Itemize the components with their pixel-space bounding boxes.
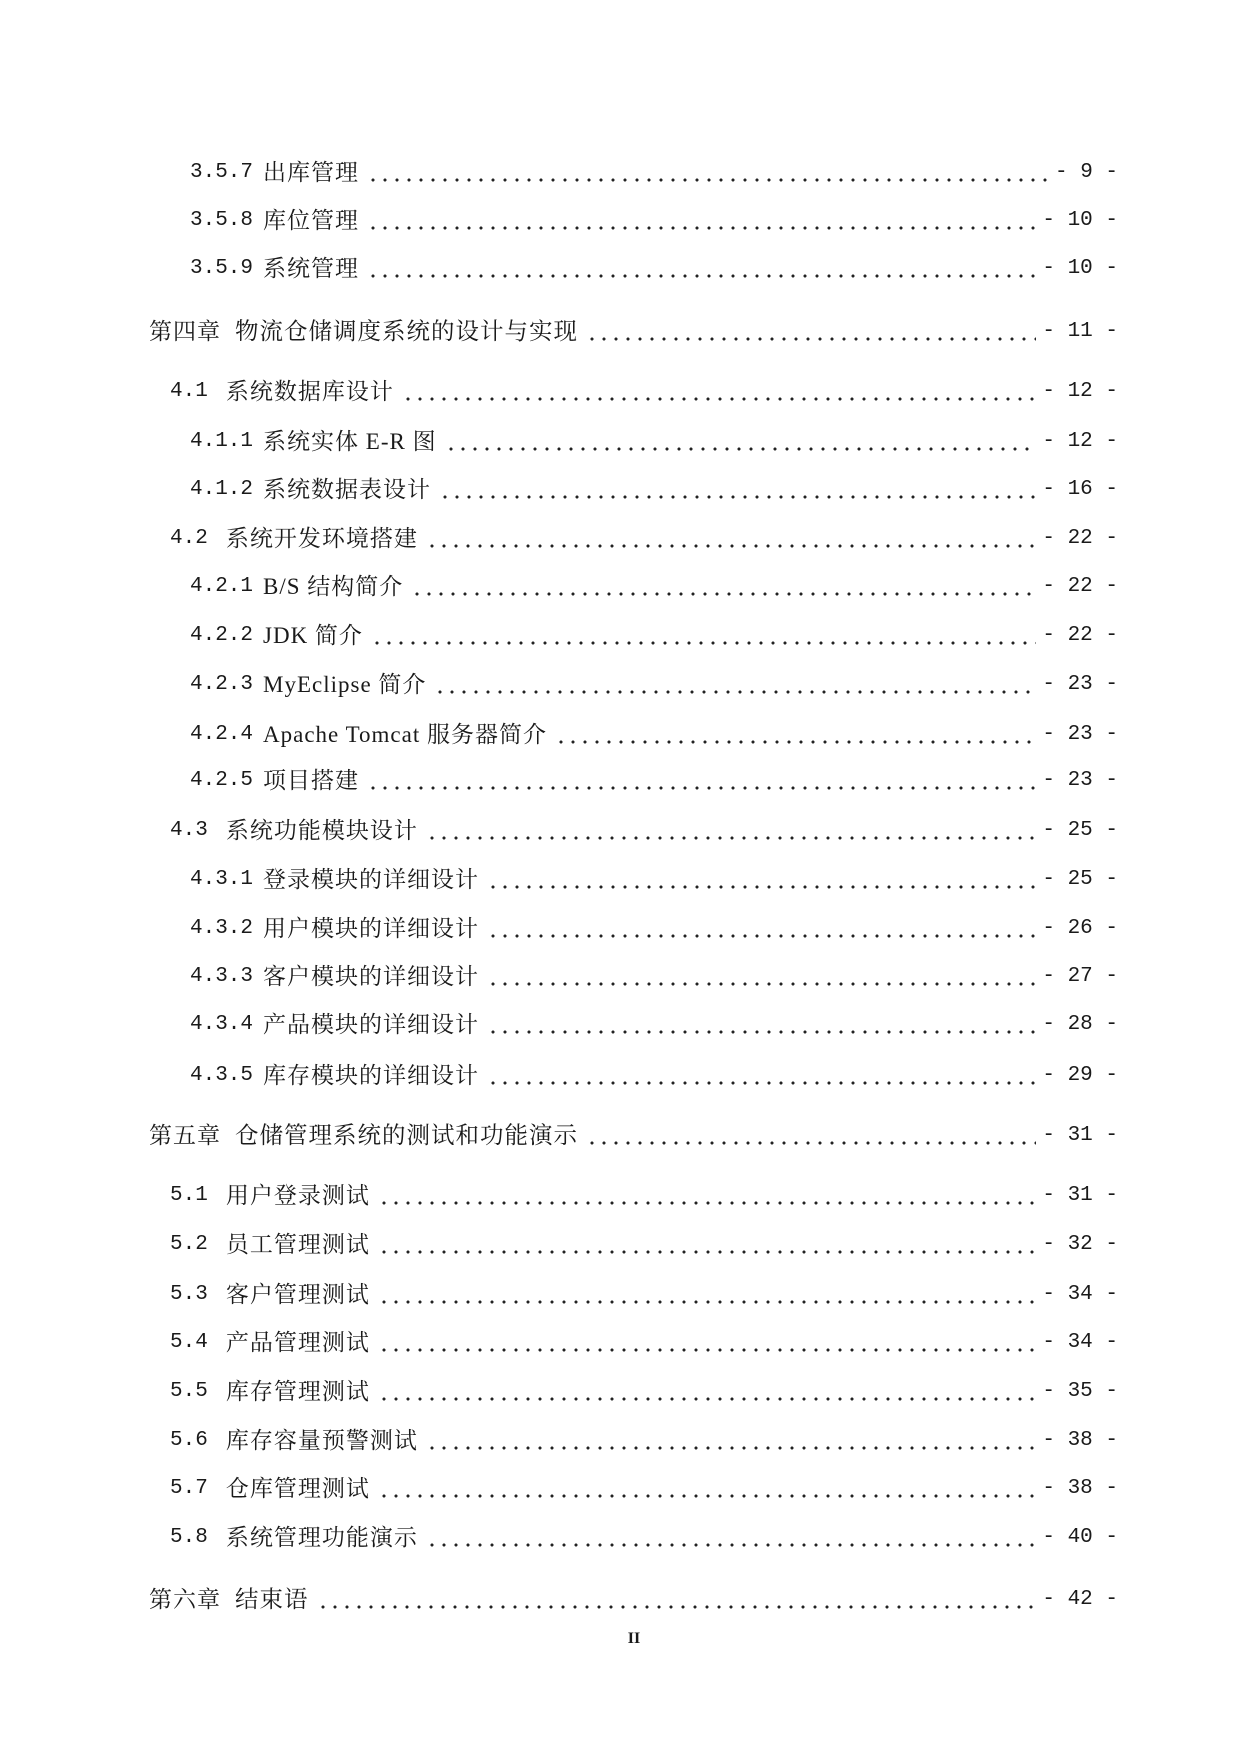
toc-entry	[170, 816, 1118, 846]
section-number: 5.1	[170, 1184, 208, 1207]
page-reference: - 40 -	[1042, 1526, 1118, 1549]
page-reference: - 23 -	[1042, 769, 1118, 792]
dot-leader	[378, 1474, 1037, 1504]
toc-entry	[170, 1181, 1118, 1211]
section-number: 5.7	[170, 1477, 208, 1500]
section-number: 4.2.3	[190, 673, 254, 696]
section-number: 4.3	[170, 819, 208, 842]
section-number: 4.3.4	[190, 1013, 254, 1036]
section-title: 系统数据表设计	[263, 477, 432, 502]
toc-entry	[190, 962, 1118, 992]
toc-entry	[170, 524, 1118, 554]
section-title: 产品管理测试	[225, 1330, 370, 1355]
dot-leader	[426, 1523, 1037, 1553]
section-number: 4.3.1	[190, 868, 254, 891]
page-reference: - 22 -	[1042, 624, 1118, 647]
section-number: 4.1.2	[190, 478, 254, 501]
section-number: 4.2.2	[190, 624, 254, 647]
page-reference: - 27 -	[1042, 965, 1118, 988]
chapter-number: 第六章	[149, 1587, 221, 1612]
section-title: 员工管理测试	[225, 1232, 370, 1257]
section-title: B/S 结构简介	[263, 574, 404, 599]
section-number: 5.8	[170, 1526, 208, 1549]
page-reference: - 32 -	[1042, 1233, 1118, 1256]
toc-entry	[190, 572, 1118, 602]
section-title: 库存管理测试	[225, 1379, 370, 1404]
page-reference: - 38 -	[1042, 1429, 1118, 1452]
dot-leader	[378, 1181, 1037, 1211]
toc-entry	[190, 766, 1118, 796]
dot-leader	[586, 1121, 1036, 1151]
toc-entry	[190, 621, 1118, 651]
toc-entry	[170, 1328, 1118, 1358]
toc-entry	[190, 1010, 1118, 1040]
page-reference: - 23 -	[1042, 673, 1118, 696]
dot-leader	[411, 572, 1036, 602]
section-title: 产品模块的详细设计	[263, 1012, 480, 1037]
dot-leader	[367, 254, 1036, 284]
toc-entry	[190, 865, 1118, 895]
section-title: 系统数据库设计	[225, 379, 394, 404]
toc-entry	[170, 1280, 1118, 1310]
section-number: 5.4	[170, 1331, 208, 1354]
dot-leader	[439, 475, 1036, 505]
dot-leader	[487, 865, 1036, 895]
section-title: 系统功能模块设计	[225, 818, 418, 843]
toc-entry	[190, 914, 1118, 944]
section-title: 登录模块的详细设计	[263, 867, 480, 892]
toc-entry	[170, 1426, 1118, 1456]
toc-chapter-entry	[149, 317, 1118, 347]
toc-entry	[190, 475, 1118, 505]
section-title: JDK 简介	[263, 623, 363, 648]
page-reference: - 25 -	[1042, 868, 1118, 891]
dot-leader	[367, 766, 1036, 796]
dot-leader	[487, 1061, 1036, 1091]
section-title: 用户登录测试	[225, 1183, 370, 1208]
section-number: 3.5.9	[190, 257, 254, 280]
dot-leader	[367, 206, 1036, 236]
dot-leader	[487, 962, 1036, 992]
toc-entry	[170, 1377, 1118, 1407]
toc-entry	[190, 427, 1118, 457]
page-reference: - 12 -	[1042, 430, 1118, 453]
page-reference: - 31 -	[1042, 1184, 1118, 1207]
section-title: 客户管理测试	[225, 1282, 370, 1307]
section-number: 4.3.3	[190, 965, 254, 988]
page-reference: - 28 -	[1042, 1013, 1118, 1036]
section-number: 4.2.5	[190, 769, 254, 792]
toc-entry	[190, 1061, 1118, 1091]
dot-leader	[378, 1230, 1037, 1260]
toc-chapter-entry	[149, 1585, 1118, 1615]
page-reference: - 16 -	[1042, 478, 1118, 501]
dot-leader	[367, 158, 1049, 188]
dot-leader	[555, 720, 1036, 750]
dot-leader	[371, 621, 1036, 651]
section-title: 库存容量预警测试	[225, 1428, 418, 1453]
dot-leader	[426, 524, 1037, 554]
section-number: 5.3	[170, 1283, 208, 1306]
chapter-number: 第五章	[149, 1123, 221, 1148]
page-reference: - 10 -	[1042, 209, 1118, 232]
dot-leader	[445, 427, 1037, 457]
section-number: 4.1.1	[190, 430, 254, 453]
dot-leader	[378, 1328, 1037, 1358]
section-number: 4.2	[170, 527, 208, 550]
section-number: 4.2.1	[190, 575, 254, 598]
dot-leader	[378, 1280, 1037, 1310]
section-title: 用户模块的详细设计	[263, 916, 480, 941]
page-reference: - 22 -	[1042, 527, 1118, 550]
toc-entry	[190, 254, 1118, 284]
section-title: 库位管理	[263, 208, 360, 233]
page-reference: - 9 -	[1054, 161, 1118, 184]
page-reference: - 11 -	[1042, 320, 1118, 343]
section-title: 系统管理功能演示	[225, 1525, 418, 1550]
dot-leader	[434, 670, 1036, 700]
section-number: 4.2.4	[190, 723, 254, 746]
section-number: 4.3.5	[190, 1064, 254, 1087]
section-title: 系统开发环境搭建	[225, 526, 418, 551]
page-reference: - 31 -	[1042, 1124, 1118, 1147]
page-reference: - 34 -	[1042, 1331, 1118, 1354]
dot-leader	[378, 1377, 1037, 1407]
dot-leader	[487, 1010, 1036, 1040]
section-title: 系统实体 E-R 图	[263, 429, 437, 454]
dot-leader	[487, 914, 1036, 944]
toc-entry	[170, 1523, 1118, 1553]
toc-entry	[190, 206, 1118, 236]
page-reference: - 22 -	[1042, 575, 1118, 598]
dot-leader	[586, 317, 1036, 347]
section-title: Apache Tomcat 服务器简介	[263, 722, 547, 747]
chapter-number: 第四章	[149, 319, 221, 344]
chapter-title: 结束语	[235, 1587, 309, 1613]
dot-leader	[402, 377, 1037, 407]
page-reference: - 10 -	[1042, 257, 1118, 280]
section-title: 系统管理	[263, 256, 360, 281]
page-reference: - 38 -	[1042, 1477, 1118, 1500]
section-number: 4.3.2	[190, 917, 254, 940]
section-number: 3.5.8	[190, 209, 254, 232]
page-reference: - 42 -	[1042, 1588, 1118, 1611]
dot-leader	[426, 1426, 1037, 1456]
dot-leader	[426, 816, 1037, 846]
section-title: 出库管理	[263, 160, 360, 185]
section-number: 5.2	[170, 1233, 208, 1256]
section-number: 3.5.7	[190, 161, 254, 184]
section-number: 5.5	[170, 1380, 208, 1403]
section-title: 库存模块的详细设计	[263, 1063, 480, 1088]
page-number-footer: II	[627, 1630, 641, 1647]
section-title: 客户模块的详细设计	[263, 964, 480, 989]
page-reference: - 34 -	[1042, 1283, 1118, 1306]
toc-entry	[190, 670, 1118, 700]
page-reference: - 23 -	[1042, 723, 1118, 746]
page-reference: - 26 -	[1042, 917, 1118, 940]
chapter-title: 仓储管理系统的测试和功能演示	[235, 1123, 578, 1149]
toc-chapter-entry	[149, 1121, 1118, 1151]
chapter-title: 物流仓储调度系统的设计与实现	[235, 319, 578, 345]
section-title: 仓库管理测试	[225, 1476, 370, 1501]
section-title: MyEclipse 简介	[263, 672, 427, 697]
toc-entry	[170, 1230, 1118, 1260]
section-number: 4.1	[170, 380, 208, 403]
dot-leader	[317, 1585, 1037, 1615]
toc-entry	[190, 720, 1118, 750]
toc-entry	[170, 1474, 1118, 1504]
section-number: 5.6	[170, 1429, 208, 1452]
toc-entry	[170, 377, 1118, 407]
page-reference: - 29 -	[1042, 1064, 1118, 1087]
page-reference: - 25 -	[1042, 819, 1118, 842]
toc-entry	[190, 158, 1118, 188]
page-reference: - 12 -	[1042, 380, 1118, 403]
section-title: 项目搭建	[263, 768, 360, 793]
page-reference: - 35 -	[1042, 1380, 1118, 1403]
